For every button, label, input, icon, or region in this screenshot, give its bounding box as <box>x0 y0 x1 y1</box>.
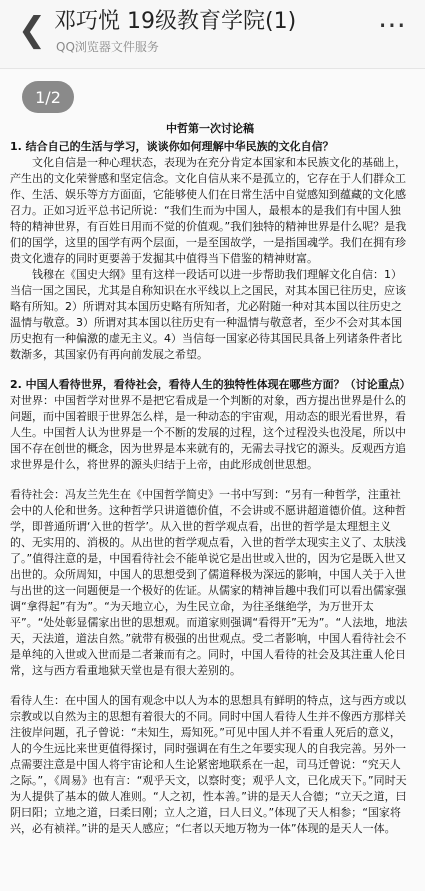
more-button[interactable] <box>378 8 407 41</box>
document-title: 邓巧悦 19级教育学院(1) <box>54 9 297 34</box>
question-1: 1. 结合自己的生活与学习，谈谈你如何理解中华民族的文化自信？ <box>10 140 334 153</box>
spacer <box>10 473 410 487</box>
doc-heading: 中哲第一次讨论稿 <box>166 122 254 135</box>
paragraph-5: 看待人生：在中国人的国有观念中以人为本的思想具有鲜明的特点，这与西方或以宗教或以自然为主的思想有着很大的不同。同时中国人看待人生并不像西方那样关注彼岸问题，孔子曾说：“未知生，焉知死。”可见中国人并不看重人死后的意义，人的今生远比来世更值得探讨，同时强调在有生之年要实现人的自我完善。另外一点需要注意是中国人将宇宙论和人生论紧密地联系在一起，司马迁曾说：“究天人之际。”，《周易》也有言：“观乎天文，以察时变；观乎人文，已化成天下。”同时天为人提供了基本的做人准则。“人之初，性本善。”讲的是天人合德；“立天之道，曰阴曰阳；立地之道，曰柔曰刚；立人之道，曰人曰义。”体现了天人相参；“国家将兴，必有祯祥。”讲的是天人感应；“仁者以天地万物为一体”体现的是天人一体。 <box>10 694 407 835</box>
document-page <box>10 121 410 837</box>
paragraph-4: 看待社会：冯友兰先生在《中国哲学简史》一书中写到：“另有一种哲学，注重社会中的人伦和世务。这种哲学只讲道德价值，不会讲或不愿讲超道德价值。这种哲学，即普通所谓‘入世的哲学’。从入世的哲学观点看，出世的哲学是太理想主义的、无实用的、消极的。从出世的哲学观点看，入世的哲学太现实主义了、太肤浅了。”值得注意的是，中国看待社会不能单说它是出世或入世的，因为它是既入世又出世的。众所周知，中国人的思想受到了儒道释极为深远的影响，中国人关于入世与出世的这一问题便是一个极好的佐证。从儒家的精神旨趣中我们可以看出儒家强调“拿得起”有为”。“为天地立心，为生民立命，为往圣继绝学，为万世开太平”。“处处彰显儒家出世的思想观。而道家则强调“看得开”无为”。“人法地，地法天，天法道，道法自然。”就带有极强的出世观点。受二者影响，中国人看待社会不是单纯的入世或入世而是二者兼而有之。同时，中国人看待的社会及其注重人伦日常，这与西方看重地狱天堂也是有很大差别的。 <box>10 488 408 677</box>
chevron-left-icon: ❮ <box>17 10 47 50</box>
paragraph-3: 对世界：中国哲学对世界不是把它看成是一个判断的对象，西方提出世界是什么的问题，而中国着眼于世界怎么样，是一种动态的宇宙观，用动态的眼光看世界，看人生。中国哲人认为世界是一个不断的发展的过程，这个过程没头也没尾，所以中国不存在创世的概念，因为世界是本来就有的，无需去寻找它的源头。反观西方追求世界是什么，将世界的源头归结于上帝，由此形成创世思想。 <box>10 394 406 471</box>
more-dots-icon: ⋯ <box>378 8 407 41</box>
back-button[interactable] <box>14 10 50 50</box>
service-label: QQ浏览器文件服务 <box>56 40 159 54</box>
document-viewer[interactable] <box>0 68 425 891</box>
paragraph-1: 文化自信是一种心理状态，表现为在充分肯定本国家和本民族文化的基础上，产生出的文化荣誉感和坚定信念。文化自信从来不是孤立的，它存在于人们群众工作、生活、娱乐等方方面面，它能够使人们在日常生活中自觉感知到蕴藏的文化感召力。正如习近平总书记所说：“我们生而为中国人，最根本的是我们有中国人独特的精神世界，有百姓日用而不觉的价值观。”我们独特的精神世界是什么呢？是我们的国学，这里的国学有两个层面，一是至国故学，一是指国魂学。我们在拥有珍贵文化遗存的同时更要善于发掘其中值得当下借鉴的精神财富。 <box>10 156 407 265</box>
question-2: 2. 中国人看待世界，看待社会，看待人生的独特性体现在哪些方面？（讨论重点） <box>10 378 411 391</box>
spacer <box>10 679 410 693</box>
page-indicator[interactable]: 1/2 <box>22 81 74 113</box>
spacer <box>10 363 410 377</box>
paragraph-2: 钱穆在《国史大纲》里有这样一段话可以进一步帮助我们理解文化自信：1）当信一国之国民，尤其是自称知识在水平线以上之国民，对其本国已往历史，应该略有所知。2）所谓对其本国历史略有所知者，尤必附随一种对其本国以往历史之温情与敬意。3）所谓对其本国以往历史有一种温情与敬意者，至少不会对其本国历史抱有一种偏激的虚无主义。4）当信每一国家必待其国民具备上列诸条件者比数渐多，其国家仍有再向前发展之希望。 <box>10 268 406 361</box>
app-header <box>0 0 425 68</box>
